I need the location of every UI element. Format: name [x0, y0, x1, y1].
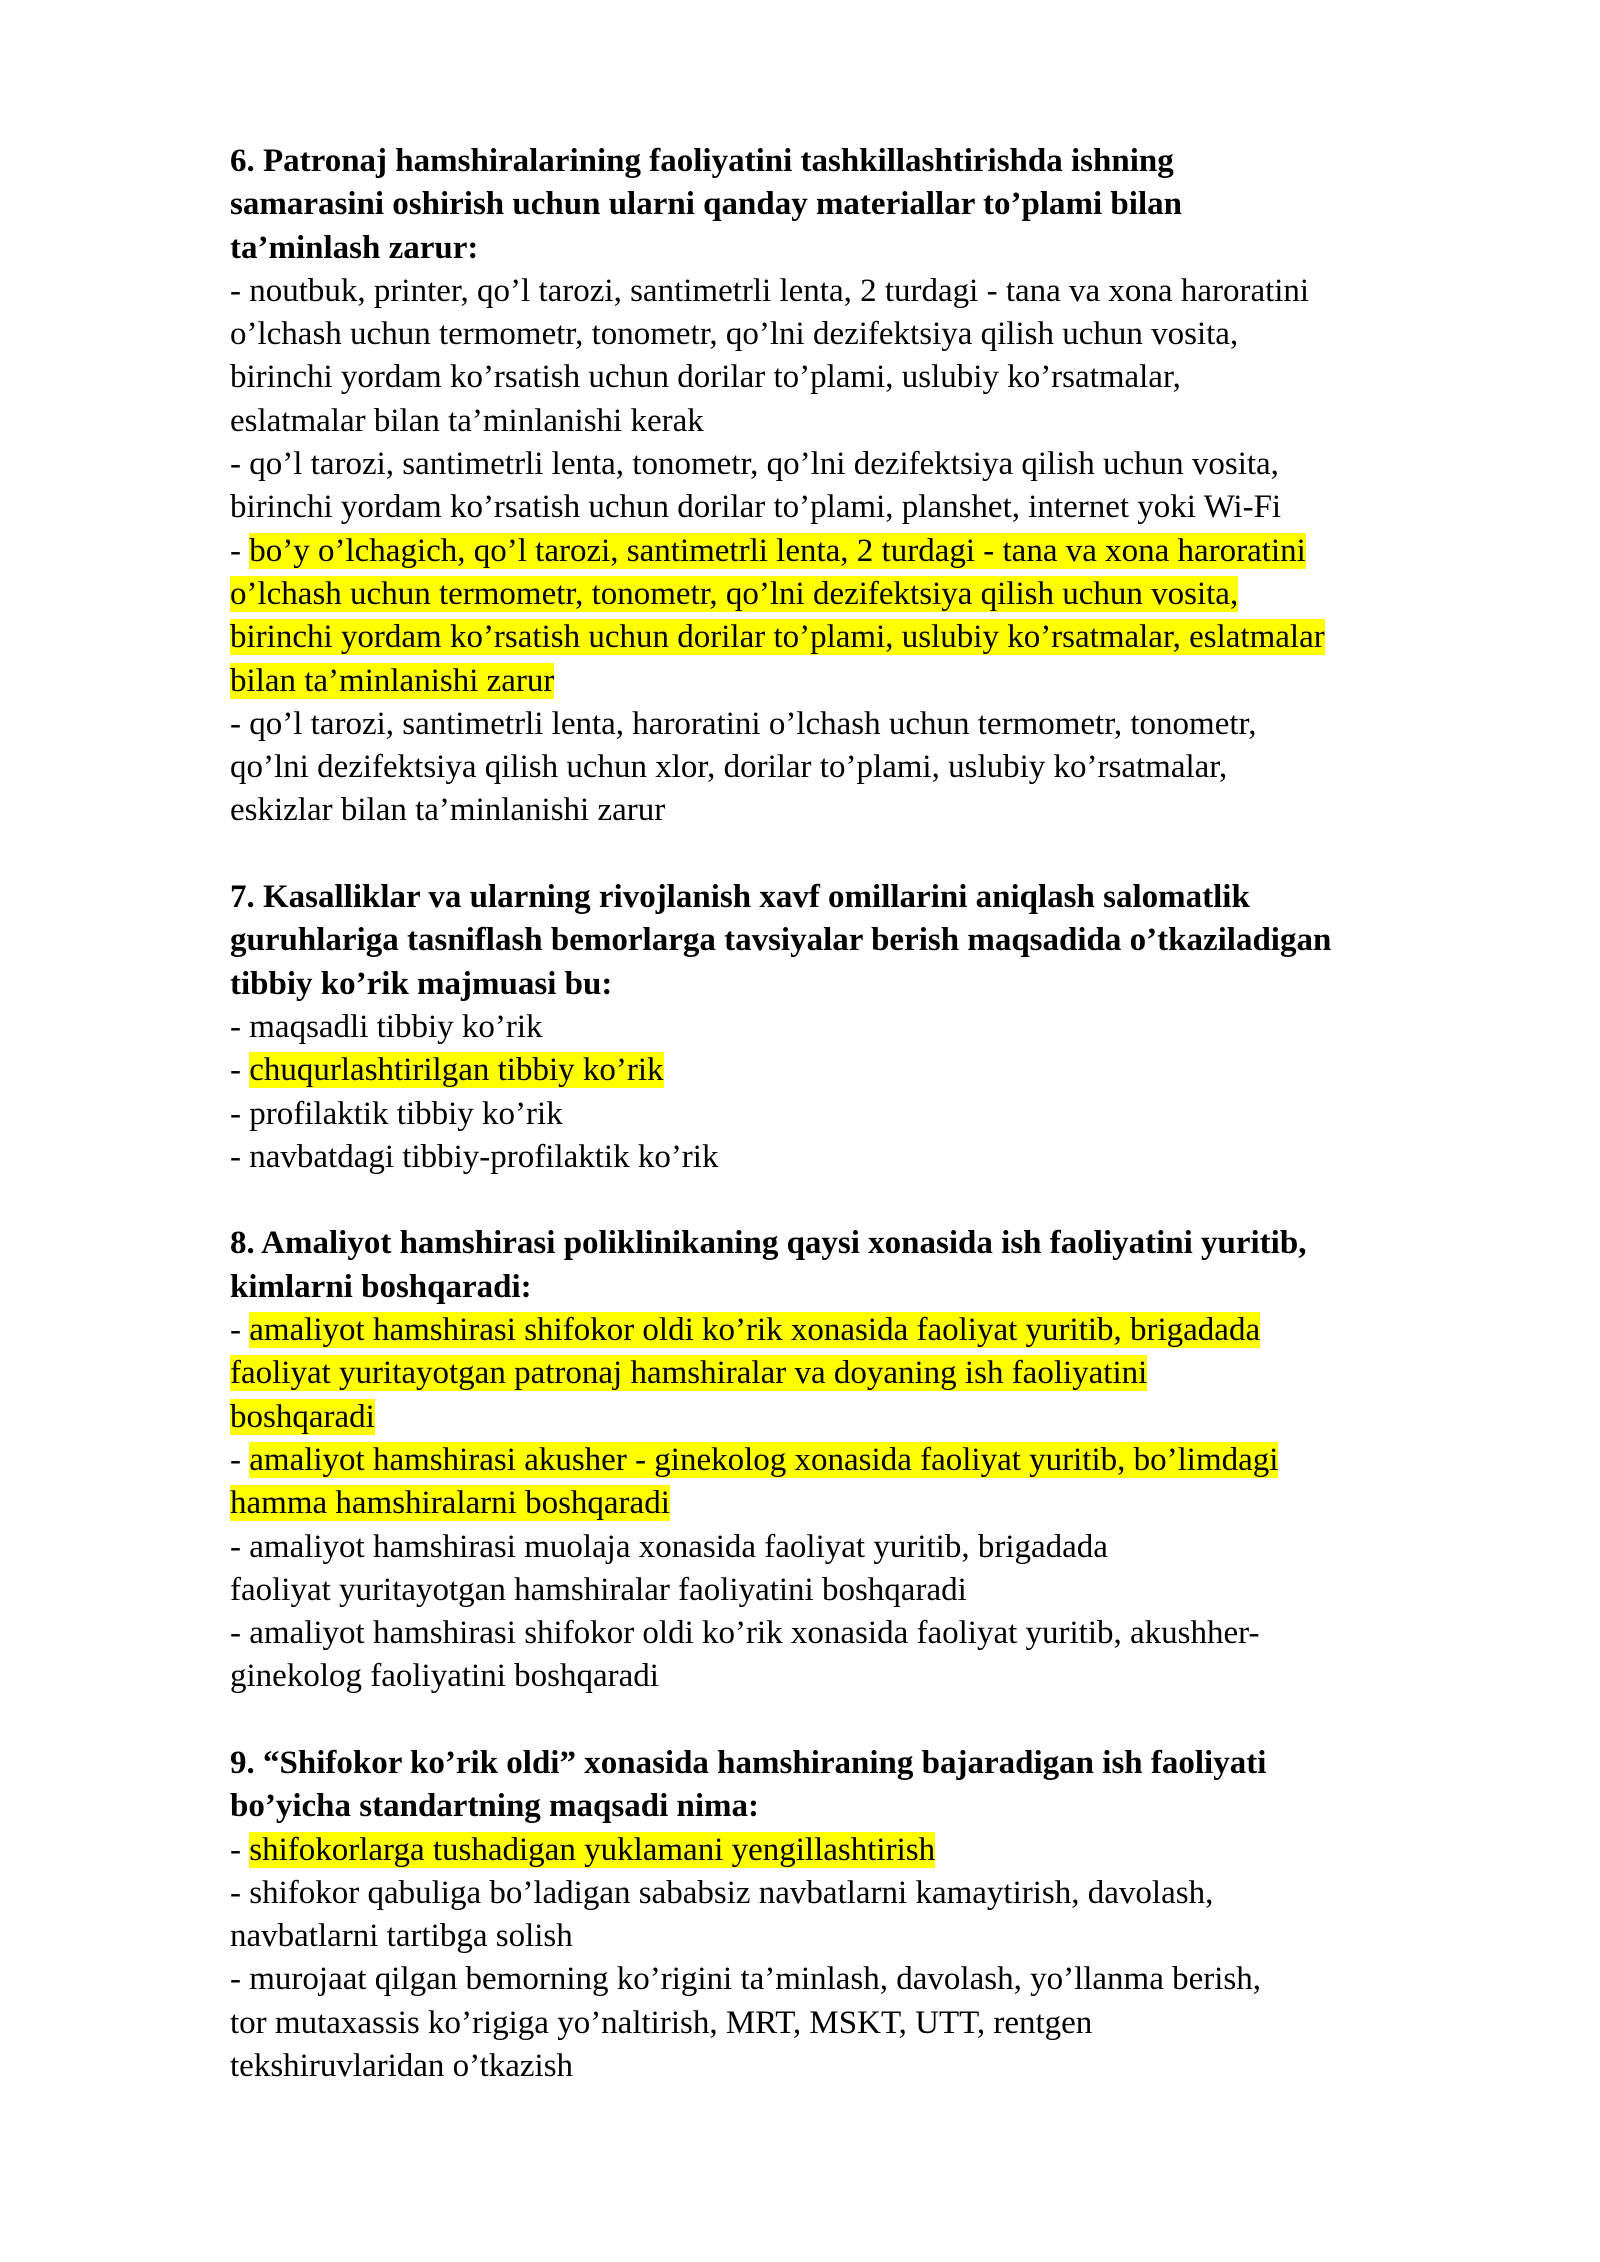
option-dash: - [230, 1095, 250, 1132]
option-dash: - [230, 705, 250, 742]
option-dash: - [230, 1441, 250, 1478]
option-text: amaliyot hamshirasi muolaja xonasida faoliyat yuritib, brigadada faoliyat yuritayotgan hamshiralar faoliyatini boshqaradi [230, 1528, 1108, 1608]
question-6 [230, 140, 1490, 833]
answer-option [230, 1526, 1490, 1613]
answer-option [230, 1136, 1490, 1179]
answer-option [230, 703, 1490, 833]
option-dash: - [230, 1961, 250, 1998]
option-dash: - [230, 1008, 250, 1045]
option-text: qo’l tarozi, santimetrli lenta, haroratini o’lchash uchun termometr, tonometr, qo’lni dezifektsiya qilish uchun xlor, dorilar to’plami, uslubiy ko’rsatmalar, eskizlar bilan ta’minlanishi zarur [230, 705, 1257, 829]
question-7 [230, 876, 1490, 1179]
question-8 [230, 1222, 1490, 1698]
option-dash: - [230, 532, 250, 569]
answer-option-highlighted [230, 1049, 1490, 1092]
option-dash: - [230, 272, 250, 309]
answer-option [230, 270, 1490, 443]
option-text: profilaktik tibbiy ko’rik [249, 1095, 563, 1132]
answer-option-highlighted [230, 530, 1490, 703]
option-dash: - [230, 1312, 250, 1349]
question-title: 9. “Shifokor ko’rik oldi” xonasida hamshiraning bajaradigan ish faoliyati bo’yicha standartning maqsadi nima: [230, 1744, 1267, 1825]
question-title: 7. Kasalliklar va ularning rivojlanish xavf omillarini aniqlash salomatlik guruhlariga tasniflash bemorlarga tavsiyalar berish maqsadida o’tkaziladigan tibbiy ko’rik majmuasi bu: [230, 879, 1332, 1002]
option-dash: - [230, 1052, 250, 1089]
answer-option [230, 1958, 1490, 2088]
option-dash: - [230, 1138, 250, 1175]
option-text: shifokorlarga tushadigan yuklamani yengillashtirish [249, 1831, 936, 1868]
option-text: amaliyot hamshirasi akusher - ginekolog xonasida faoliyat yuritib, bo’limdagi hamma hamshiralarni boshqaradi [230, 1441, 1279, 1522]
option-text: bo’y o’lchagich, qo’l tarozi, santimetrli lenta, 2 turdagi - tana va xona haroratini o’lchash uchun termometr, tonometr, qo’lni dezifektsiya qilish uchun vosita, birinchi yordam ko’rsatish uchun dorilar to’plami, uslubiy ko’rsatmalar, eslatmalar bilan ta’minlanishi zarur [230, 532, 1325, 699]
option-text: noutbuk, printer, qo’l tarozi, santimetrli lenta, 2 turdagi - tana va xona haroratini o’lchash uchun termometr, tonometr, qo’lni dezifektsiya qilish uchun vosita, birinchi yordam ko’rsatish uchun dorilar to’plami, uslubiy ko’rsatmalar, eslatmalar bilan ta’minlanishi kerak [230, 272, 1310, 439]
option-text: amaliyot hamshirasi shifokor oldi ko’rik xonasida faoliyat yuritib, brigadada faoliyat yuritayotgan patronaj hamshiralar va doyaning ish faoliyatini boshqaradi [230, 1312, 1261, 1435]
option-text: shifokor qabuliga bo’ladigan sababsiz navbatlarni kamaytirish, davolash, navbatlarni tartibga solish [230, 1874, 1214, 1955]
option-text: maqsadli tibbiy ko’rik [249, 1008, 543, 1045]
option-dash: - [230, 1528, 250, 1565]
answer-option [230, 443, 1490, 530]
option-dash: - [230, 446, 250, 483]
option-text: qo’l tarozi, santimetrli lenta, tonometr, qo’lni dezifektsiya qilish uchun vosita, birinchi yordam ko’rsatish uchun dorilar to’plami, planshet, internet yoki Wi-Fi [230, 446, 1282, 526]
option-dash: - [230, 1874, 250, 1911]
question-9 [230, 1742, 1490, 2088]
answer-option [230, 1872, 1490, 1959]
answer-option [230, 1093, 1490, 1136]
option-dash: - [230, 1831, 250, 1868]
option-text: navbatdagi tibbiy-profilaktik ko’rik [249, 1138, 719, 1175]
option-text: amaliyot hamshirasi shifokor oldi ko’rik xonasida faoliyat yuritib, akushher- ginekolog faoliyatini boshqaradi [230, 1615, 1260, 1695]
answer-option-highlighted [230, 1439, 1490, 1526]
option-text: murojaat qilgan bemorning ko’rigini ta’minlash, davolash, yo’llanma berish, tor mutaxassis ko’rigiga yo’naltirish, MRT, MSKT, UTT, rentgen tekshiruvlaridan o’tkazish [230, 1961, 1262, 2085]
question-title: 6. Patronaj hamshiralarining faoliyatini tashkillashtirishda ishning samarasini oshirish uchun ularni qanday materiallar to’plami bilan ta’minlash zarur: [230, 143, 1182, 266]
answer-option-highlighted [230, 1829, 1490, 1872]
answer-option [230, 1612, 1490, 1699]
answer-option-highlighted [230, 1309, 1490, 1439]
answer-option [230, 1006, 1490, 1049]
option-dash: - [230, 1615, 250, 1652]
option-text: chuqurlashtirilgan tibbiy ko’rik [249, 1052, 664, 1089]
question-title: 8. Amaliyot hamshirasi poliklinikaning qaysi xonasida ish faoliyatini yuritib, kimlarni boshqaradi: [230, 1225, 1307, 1305]
